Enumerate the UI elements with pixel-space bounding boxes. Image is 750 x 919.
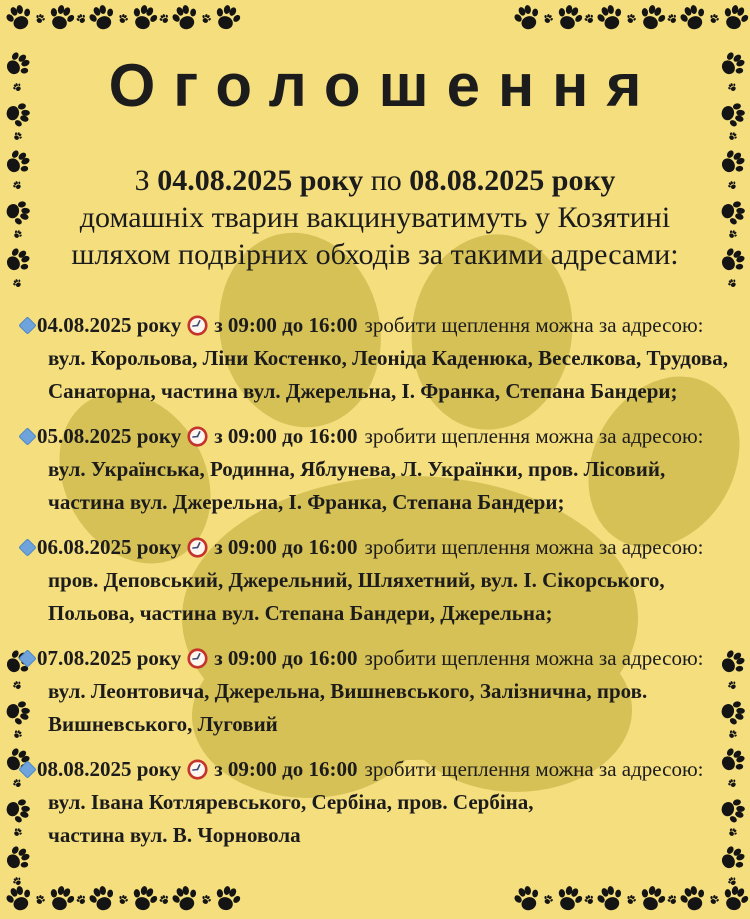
- item-time: з 09:00 до 16:00: [214, 535, 358, 559]
- item-time: з 09:00 до 16:00: [214, 313, 358, 337]
- item-address-line: Вишневського, Луговий: [48, 712, 278, 736]
- schedule-item-2: [20, 420, 742, 519]
- intro-prefix: З: [134, 164, 150, 197]
- schedule-item-4: [20, 642, 742, 741]
- diamond-bullet-icon: [18, 649, 36, 667]
- clock-icon: [187, 424, 208, 445]
- intro-line-3: шляхом подвірних обходів за такими адресами:: [71, 238, 679, 271]
- intro-text: [0, 162, 750, 273]
- diamond-bullet-icon: [18, 427, 36, 445]
- schedule-item-3: [20, 531, 742, 630]
- item-address-line: частина вул. В. Чорновола: [48, 823, 301, 847]
- item-time: з 09:00 до 16:00: [214, 757, 358, 781]
- item-date: 05.08.2025 року: [37, 424, 182, 448]
- diamond-bullet-icon: [18, 316, 36, 334]
- intro-date-from: 04.08.2025 року: [157, 164, 364, 197]
- item-date: 08.08.2025 року: [37, 757, 182, 781]
- item-address-line: вул. Українська, Родинна, Яблунева, Л. Українки, пров. Лісовий,: [48, 457, 666, 481]
- schedule-item-1: [20, 309, 742, 408]
- clock-icon: [187, 535, 208, 556]
- clock-icon: [187, 646, 208, 667]
- intro-line-2: домашніх тварин вакцинуватимуть у Козятині: [79, 201, 671, 234]
- item-lead: зробити щеплення можна за адресою:: [364, 757, 704, 781]
- item-lead: зробити щеплення можна за адресою:: [364, 313, 704, 337]
- item-address-line: Польова, частина вул. Степана Бандери, Джерельна;: [48, 601, 553, 625]
- item-lead: зробити щеплення можна за адресою:: [364, 646, 704, 670]
- intro-line-dates: [0, 162, 750, 199]
- clock-icon: [187, 757, 208, 778]
- item-time: з 09:00 до 16:00: [214, 646, 358, 670]
- item-time: з 09:00 до 16:00: [214, 424, 358, 448]
- item-lead: зробити щеплення можна за адресою:: [364, 535, 704, 559]
- item-address-line: частина вул. Джерельна, І. Франка, Степана Бандери;: [48, 490, 565, 514]
- item-address-line: пров. Деповський, Джерельний, Шляхетний, вул. І. Сікорського,: [48, 568, 665, 592]
- intro-connector: по: [370, 164, 402, 197]
- diamond-bullet-icon: [18, 760, 36, 778]
- item-lead: зробити щеплення можна за адресою:: [364, 424, 704, 448]
- clock-icon: [187, 313, 208, 334]
- item-address-line: вул. Івана Котляревського, Сербіна, пров. Сербіна,: [48, 790, 534, 814]
- item-address-line: Санаторна, частина вул. Джерельна, І. Франка, Степана Бандери;: [48, 379, 678, 403]
- item-date: 04.08.2025 року: [37, 313, 182, 337]
- diamond-bullet-icon: [18, 538, 36, 556]
- item-address-line: вул. Леонтовича, Джерельна, Вишневського, Залізнична, пров.: [48, 679, 648, 703]
- intro-date-to: 08.08.2025 року: [409, 164, 616, 197]
- item-address-line: вул. Корольова, Ліни Костенко, Леоніда Каденюка, Веселкова, Трудова,: [48, 346, 728, 370]
- schedule-list: [0, 309, 750, 852]
- page-title: Оголошення: [108, 52, 660, 119]
- item-date: 07.08.2025 року: [37, 646, 182, 670]
- item-date: 06.08.2025 року: [37, 535, 182, 559]
- schedule-item-5: [20, 753, 742, 852]
